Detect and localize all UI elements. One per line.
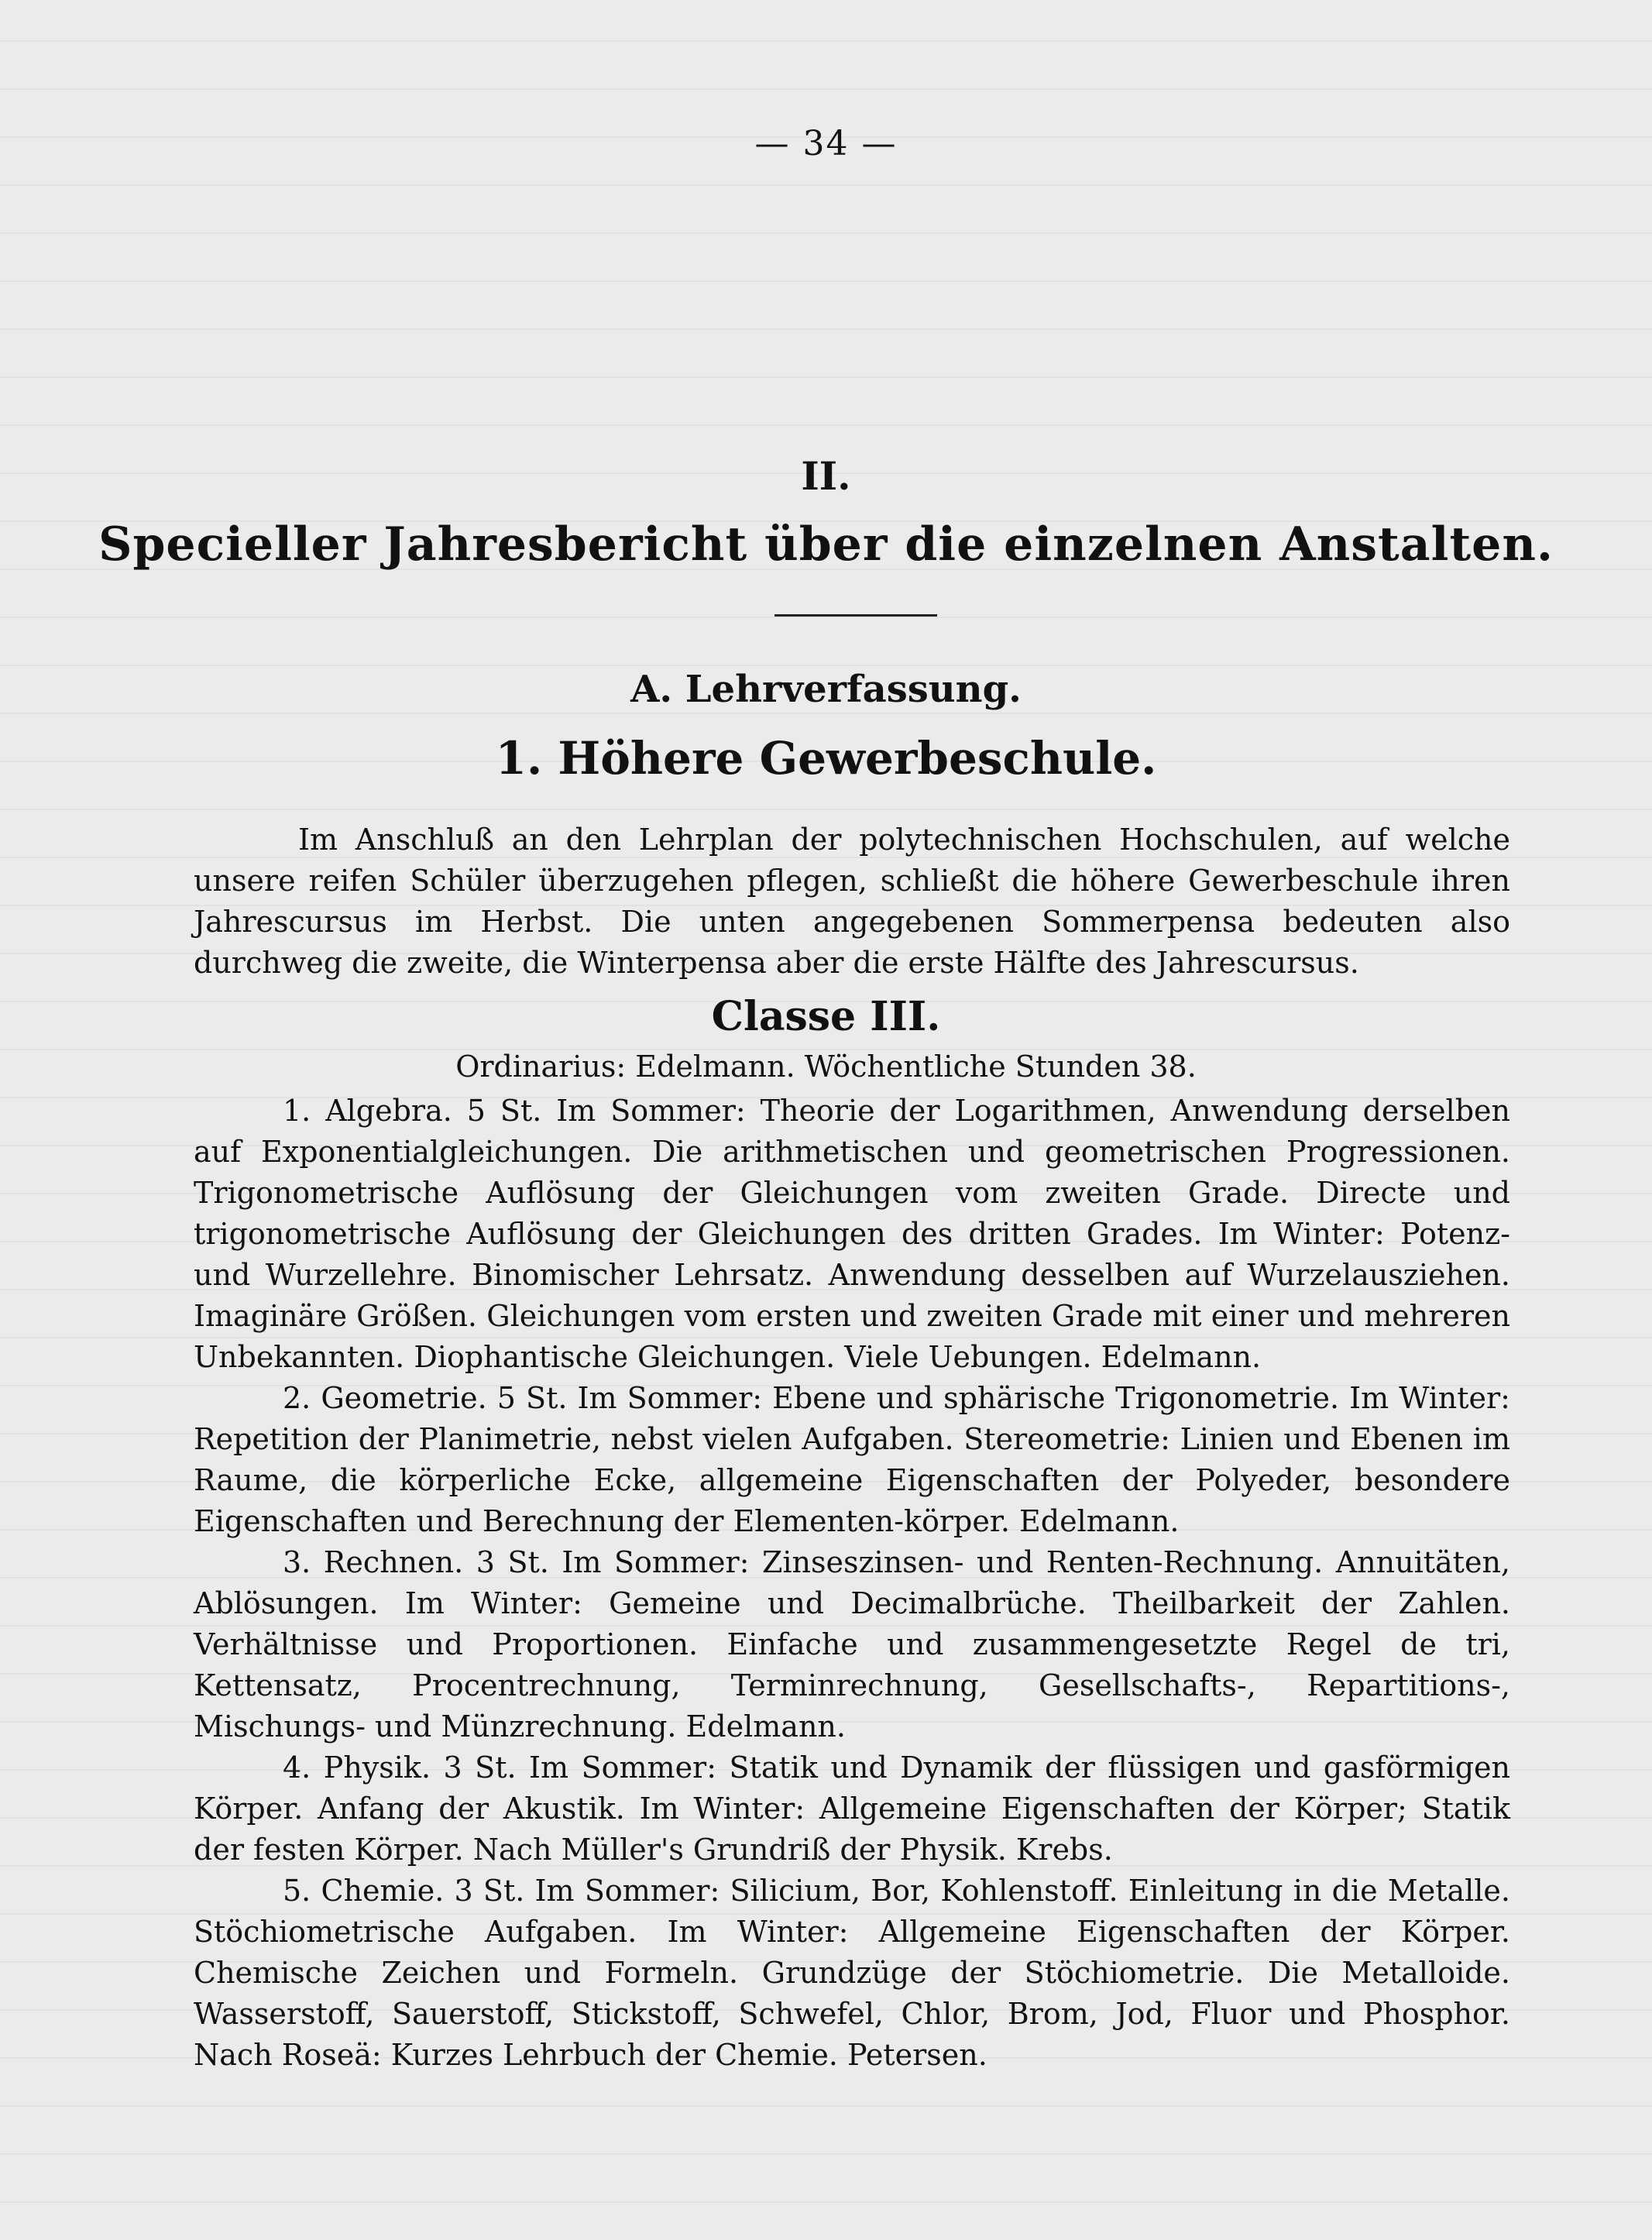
subject-physik: 4. Physik. 3 St. Im Sommer: Statik und Dynamik der flüssigen und gasförmigen Körper. Anfang der Akustik. Im Winter: Allgemeine Eigenschaften der Körper; Statik der festen Körper. Nach Müller's Grundriß der Physik. Krebs. [194,1750,1510,1867]
classe-heading: Classe III. [711,993,941,1040]
subject-rechnen: 3. Rechnen. 3 St. Im Sommer: Zinseszinsen- und Renten-Rechnung. Annuitäten, Ablösungen. Im Winter: Gemeine und Decimalbrüche. Theilbarkeit der Zahlen. Verhältnisse und Proportionen. Einfache und zusammengesetzte Regel de tri, Kettensatz, Procentrechnung, Terminrechnung, Gesellschafts-, Repartitions-, Mischungs- und Münzrechnung. Edelmann. [194,1545,1510,1744]
intro-section [194,819,1510,984]
subject-chemie: 5. Chemie. 3 St. Im Sommer: Silicium, Bor, Kohlenstoff. Einleitung in die Metalle. Stöchiometrische Aufgaben. Im Winter: Allgemeine Eigenschaften der Körper. Chemische Zeichen und Formeln. Grundzüge der Stöchiometrie. Die Metalloide. Wasserstoff, Sauerstoff, Stickstoff, Schwefel, Chlor, Brom, Jod, Fluor und Phosphor. Nach Roseä: Kurzes Lehrbuch der Chemie. Petersen. [194,1874,1510,2072]
subheading-lehrverfassung: A. Lehrverfassung. [630,668,1022,711]
subject-geometrie: 2. Geometrie. 5 St. Im Sommer: Ebene und sphärische Trigonometrie. Im Winter: Repetition der Planimetrie, nebst vielen Aufgaben. Stereometrie: Linien und Ebenen im Raume, die körperliche Ecke, allgemeine Eigenschaften der Polyeder, besondere Eigenschaften und Berechnung der Elementen-körper. Edelmann. [194,1381,1510,1538]
ordinarius-line: Ordinarius: Edelmann. Wöchentliche Stunden 38. [455,1050,1197,1084]
subject-list [194,1091,1510,2076]
subheading-hoehere-gewerbeschule: 1. Höhere Gewerbeschule. [495,732,1157,785]
main-title: Specieller Jahresbericht über die einzelnen Anstalten. [98,517,1554,572]
page-number: — 34 — [754,124,898,163]
section-numeral: II. [801,453,851,499]
intro-paragraph: Im Anschluß an den Lehrplan der polytechnischen Hochschulen, auf welche unsere reifen Schüler überzugehen pflegen, schließt die höhere Gewerbeschule ihren Jahrescursus im Herbst. Die unten angegebenen Sommerpensa bedeuten also durchweg die zweite, die Winterpensa aber die erste Hälfte des Jahrescursus. [194,823,1510,980]
title-divider [774,614,937,617]
subject-algebra: 1. Algebra. 5 St. Im Sommer: Theorie der Logarithmen, Anwendung derselben auf Exponentialgleichungen. Die arithmetischen und geometrischen Progressionen. Trigonometrische Auflösung der Gleichungen vom zweiten Grade. Directe und trigonometrische Auflösung der Gleichungen des dritten Grades. Im Winter: Potenz- und Wurzellehre. Binomischer Lehrsatz. Anwendung desselben auf Wurzelausziehen. Imaginäre Größen. Gleichungen vom ersten und zweiten Grade mit einer und mehreren Unbekannten. Diophantische Gleichungen. Viele Uebungen. Edelmann. [194,1094,1510,1374]
